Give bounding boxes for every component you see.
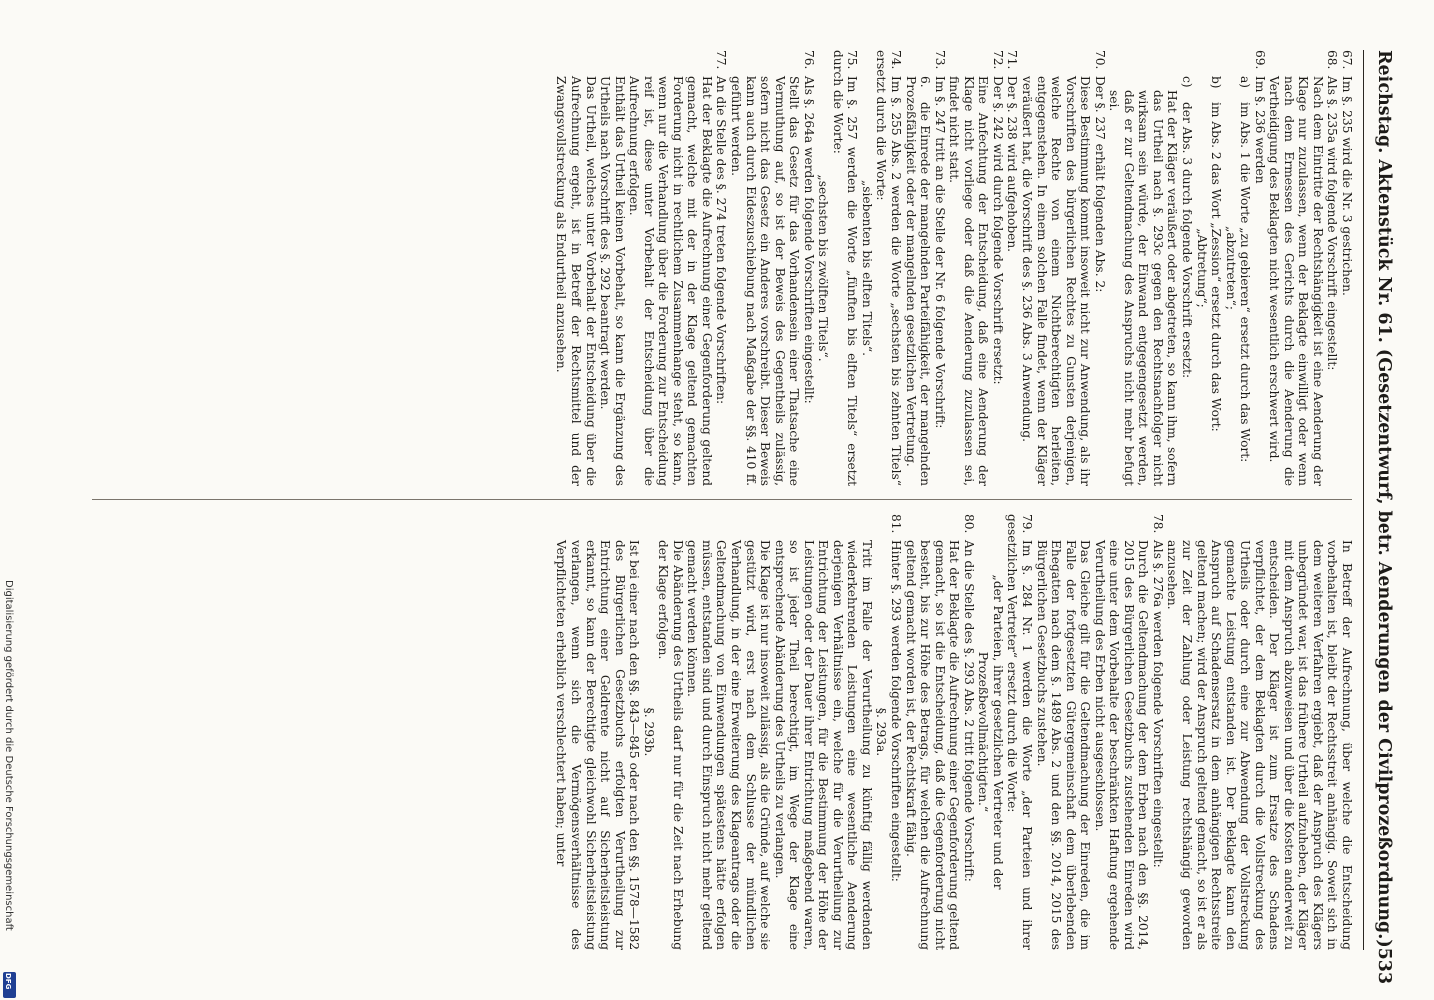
paragraph: [656, 514, 685, 950]
paragraph: [772, 514, 874, 950]
item-number: a): [1238, 76, 1253, 89]
paragraph-text: „sechsten bis zwölften Titels“.: [816, 174, 831, 362]
paragraph: [932, 50, 947, 486]
item-number: 72.: [990, 50, 1005, 70]
paragraph: [627, 50, 714, 486]
paragraph-text: Im §. 247 tritt an die Stelle der Nr. 6 folgende Vorschrift:: [932, 76, 947, 429]
paragraph: [1179, 50, 1194, 486]
paragraph-text: „der Parteien, ihrer gesetzlichen Vertreter und der Prozeßbevollmächtigten.“: [976, 574, 1005, 890]
paragraph-text: Im §. 257 werden die Worte „fünften bis elften Titels“ ersetzt durch die Worte:: [830, 50, 860, 486]
paragraph-text: §. 293b.: [641, 707, 656, 757]
paragraph-text: Nach dem Eintritte der Rechtshängigkeit ist eine Aenderung der Klage nur zuzulassen, wenn der Beklagte einwilligt oder wenn nach dem Ermessen des Gerichts durch die Aenderung die Vertheidigung des Beklagten nicht wesentlich erschwert wird.: [1267, 76, 1325, 486]
paragraph: [1107, 50, 1180, 486]
paragraph-text: Die Abänderung des Urtheils darf nur für die Zeit nach Erhebung der Klage erfolgen.: [656, 540, 685, 950]
paragraph: [859, 50, 874, 486]
paragraph-text: Das Gleiche gilt für die Geltendmachung der Einreden, die im Falle der fortgesetzten Gütergemeinschaft dem überlebenden Ehegatten nach dem §. 1489 Abs. 2 und den §§. 2014, 2015 des Bürgerlichen Gesetzbuchs zustehen.: [1034, 540, 1093, 950]
item-number: 79.: [1019, 514, 1034, 534]
paragraph-text: An die Stelle des §. 293 Abs. 2 tritt folgende Vorschrift:: [961, 540, 976, 882]
paragraph-text: Tritt im Falle der Verurtheilung zu künftig fällig werdenden wiederkehrenden Leistungen eine wesentliche Aenderung derjenigen Verhältnisse ein, welche für die Verurtheilung zur Entrichtung der Leistungen, für die Bestimmung der Höhe der Leistungen oder der Dauer ihrer Entrichtung maßgebend waren, so ist jeder Theil berechtigt, im Wege der Klage eine entsprechende Abänderung des Urtheils zu verlangen.: [772, 540, 874, 950]
paragraph: [728, 50, 801, 486]
paragraph: [903, 50, 932, 486]
paragraph-text: Hat der Kläger veräußert oder abgetreten, so kann ihm, sofern das Urtheil nach §. 293c gegen den Rechtsnachfolger nicht wirksam sein würde, der Einwand entgegengesetzt werden, daß er zur Geltendmachung des Anspruchs nicht mehr befugt sei.: [1107, 90, 1180, 486]
paragraph: [641, 514, 656, 950]
paragraph-text: Als §. 235a wird folgende Vorschrift eingestellt:: [1325, 76, 1340, 371]
digitization-credit: Digitalisierung gefördert durch die Deutsche Forschungsgemeinschaft: [3, 580, 14, 931]
paragraph-text: An die Stelle des §. 274 treten folgende Vorschriften:: [714, 76, 729, 405]
paragraph-text: Stellt das Gesetz für das Vorhandensein einer Thatsache eine Vermuthung auf, so ist der Beweis des Gegentheils zulässig, sofern nicht das Gesetz ein Anderes vorschreibt. Dieser Beweis kann auch durch Eideszuschiebung nach Maßgabe der §§. 410 ff. geführt werden.: [729, 76, 802, 486]
paragraph: [1005, 50, 1020, 486]
paragraph-text: der Abs. 3 durch folgende Vorschrift ersetzt:: [1179, 102, 1194, 379]
paragraph: [830, 50, 859, 486]
paragraph: [1005, 514, 1034, 950]
item-number: 70.: [1092, 50, 1107, 70]
item-number: 6.: [918, 76, 933, 88]
paragraph-text: Im §. 255 Abs. 2 werden die Worte „sechsten bis zehnten Titels“ ersetzt durch die Worte:: [874, 50, 904, 486]
paragraph-text: im Abs. 2 das Wort „Zession“ ersetzt durch das Wort:: [1209, 102, 1224, 432]
item-number: 68.: [1325, 50, 1340, 70]
paragraph: [714, 50, 729, 486]
paragraph: [685, 514, 772, 950]
item-number: 73.: [932, 50, 947, 70]
paragraph-text: Ist bei einer nach den §§. 843—845 oder nach den §§. 1578—1582 des Bürgerlichen Gesetzbuchs erfolgten Verurtheilung zur Entrichtung einer Geldrente nicht auf Sicherheitsleistung erkannt, so kann der Berechtigte gleichwohl Sicherheitsleistung verlangen, wenn sich die Vermögensverhältnisse des Verpflichteten erheblich verschlechtert haben; unter: [554, 540, 642, 950]
paragraph: [1194, 50, 1209, 486]
paragraph: [889, 514, 904, 950]
item-number: c): [1179, 76, 1194, 88]
left-column: [84, 50, 1354, 486]
paragraph: [947, 50, 991, 486]
paragraph: [1252, 50, 1267, 486]
column-divider: [92, 499, 1352, 500]
paragraph: [1339, 50, 1354, 486]
paragraph: [554, 514, 641, 950]
item-number: 67.: [1340, 50, 1354, 70]
header-title: Reichstag. Aktenstück Nr. 61. (Gesetzentwurf, betr. Aenderungen der Civilprozeßordnung.): [1374, 50, 1394, 948]
paragraph-text: Als §. 276a werden folgende Vorschriften eingestellt:: [1150, 540, 1165, 868]
paragraph: [1238, 50, 1253, 486]
paragraph-text: Der §. 237 erhält folgenden Abs. 2:: [1092, 76, 1107, 293]
paragraph-text: im Abs. 1 die Worte „zu gebieren“ ersetzt durch das Wort:: [1238, 102, 1253, 463]
running-header: [1366, 50, 1394, 985]
item-number: b): [1209, 76, 1224, 89]
paragraph: [874, 50, 903, 486]
paragraph-text: Im §. 236 werden: [1252, 76, 1267, 184]
paragraph-text: Enthält das Urtheil keinen Vorbehalt, so kann die Ergänzung des Urtheils nach Vorschrift des §. 292 beantragt werden.: [598, 76, 627, 486]
dfg-logo: DFG: [3, 972, 16, 998]
item-number: 74.: [889, 50, 904, 70]
paragraph-text: In Betreff der Aufrechnung, über welche die Entscheidung vorbehalten ist, bleibt der Rechtsstreit anhängig. Soweit sich in dem weiteren Verfahren ergiebt, daß der Anspruch des Klägers unbegründet war, ist das frühere Urtheil aufzuheben, der Kläger mit dem Anspruch abzuweisen und über die Kosten anderweit zu entscheiden. Der Kläger ist zum Ersatze des Schadens verpflichtet, der dem Beklagten durch die Vollstreckung des Urtheils oder durch eine zur Abwendung der Vollstreckung gemachte Leistung entstanden ist. Der Beklagte kann den Anspruch auf Schadensersatz in dem anhängigen Rechtsstreite geltend machen; wird der Anspruch geltend gemacht, so ist er als zur Zeit der Zahlung oder Leistung rechtshängig geworden anzusehen.: [1165, 540, 1354, 950]
paragraph: [554, 50, 598, 486]
paragraph-text: Im §. 235 wird die Nr. 3 gestrichen.: [1340, 76, 1354, 296]
paragraph: [990, 50, 1005, 486]
paragraph: [1019, 50, 1092, 486]
paragraph: [1092, 514, 1150, 950]
document-page: [79, 50, 1394, 985]
right-column: [84, 514, 1354, 950]
paragraph-text: §. 293a.: [874, 707, 889, 757]
paragraph-text: Der §. 242 wird durch folgende Vorschrift ersetzt:: [990, 76, 1005, 385]
paragraph-text: Eine Anfechtung der Entscheidung, daß eine Aenderung der Klage nicht vorliege oder daß die Aenderung zuzulassen sei, findet nicht statt.: [947, 76, 991, 486]
paragraph-text: Hat der Beklagte die Aufrechnung einer Gegenforderung geltend gemacht, so ist die Entscheidung, daß die Gegenforderung nicht besteht, bis zur Höhe des Betrags, für welchen die Aufrechnung geltend gemacht worden ist, der Rechtskraft fähig.: [903, 540, 962, 950]
paragraph: [903, 514, 961, 950]
item-number: 77.: [714, 50, 729, 70]
paragraph: [1034, 514, 1092, 950]
paragraph-text: „siebenten bis elften Titels“.: [859, 179, 874, 357]
paragraph: [1209, 50, 1224, 486]
paragraph-text: „abzutreten“;: [1223, 226, 1238, 310]
paragraph: [1325, 50, 1340, 486]
paragraph: [1267, 50, 1325, 486]
item-number: 76.: [801, 50, 816, 70]
item-number: 69.: [1252, 50, 1267, 70]
digitization-footer: [0, 580, 18, 1000]
item-number: 71.: [1005, 50, 1020, 70]
header-rule: [1363, 50, 1364, 950]
item-number: 80.: [961, 514, 976, 534]
paragraph-text: Die Klage ist nur insoweit zulässig, als die Gründe, auf welche sie gestützt wird, erst nach dem Schlusse der mündlichen Verhandlung, in der eine Erweiterung des Klageantrags oder die Geltendmachung von Einwendungen spätestens hätte erfolgen müssen, entstanden sind und durch Einspruch nicht mehr geltend gemacht werden können.: [685, 540, 773, 950]
paragraph-text: Als §. 264a werden folgende Vorschriften eingestellt:: [801, 76, 816, 404]
paragraph: [874, 514, 889, 950]
paragraph-text: Durch die Geltendmachung der dem Erben nach den §§. 2014, 2015 des Bürgerlichen Gesetzbuchs zustehenden Einreden wird eine unter dem Vorbehalte der beschränkten Haftung ergehende Verurtheilung des Erben nicht ausgeschlossen.: [1092, 540, 1151, 950]
item-number: 78.: [1150, 514, 1165, 534]
item-number: 81.: [889, 514, 904, 534]
paragraph: [1092, 50, 1107, 486]
paragraph-text: die Einrede der mangelnden Parteifähigkeit, der mangelnden Prozeßfähigkeit oder der mangelnden gesetzlichen Vertretung.: [903, 76, 933, 486]
paragraph: [1165, 514, 1354, 950]
paragraph-text: „Abtretung“;: [1194, 228, 1209, 308]
page-number: 533: [1374, 947, 1394, 985]
paragraph: [816, 50, 831, 486]
item-number: 75.: [845, 50, 860, 70]
paragraph-text: Das Urtheil, welches unter Vorbehalt der Entscheidung über die Aufrechnung ergeht, ist in Betreff der Rechtsmittel und der Zwangsvollstreckung als Endurtheil anzusehen.: [554, 76, 598, 486]
paragraph: [598, 50, 627, 486]
paragraph-text: Im §. 284 Nr. 1 werden die Worte „der Parteien und ihrer gesetzlichen Vertreter“ ersetzt durch die Worte:: [1005, 514, 1034, 950]
paragraph: [1150, 514, 1165, 950]
paragraph-text: Der §. 238 wird aufgehoben.: [1005, 76, 1020, 253]
paragraph: [801, 50, 816, 486]
paragraph-text: Hat der Beklagte die Aufrechnung einer Gegenforderung geltend gemacht, welche mit der in der Klage geltend gemachten Forderung nicht in rechtlichem Zusammenhange steht, so kann, wenn nur die Verhandlung über die Forderung zur Entscheidung reif ist, diese unter Vorbehalt der Entscheidung über die Aufrechnung erfolgen.: [627, 76, 714, 486]
paragraph: [961, 514, 976, 950]
paragraph: [976, 514, 1005, 950]
paragraph: [1223, 50, 1238, 486]
paragraph-text: Hinter §. 293 werden folgende Vorschriften eingestellt:: [889, 540, 904, 882]
paragraph-text: Diese Bestimmung kommt insoweit nicht zur Anwendung, als ihr Vorschriften des bürgerlichen Rechtes zu Gunsten derjenigen, welche Rechte von einem Nichtberechtigten herleiten, entgegenstehen. In einem solchen Falle findet, wenn der Kläger veräußert hat, die Vorschrift des §. 236 Abs. 3 Anwendung.: [1019, 76, 1093, 486]
